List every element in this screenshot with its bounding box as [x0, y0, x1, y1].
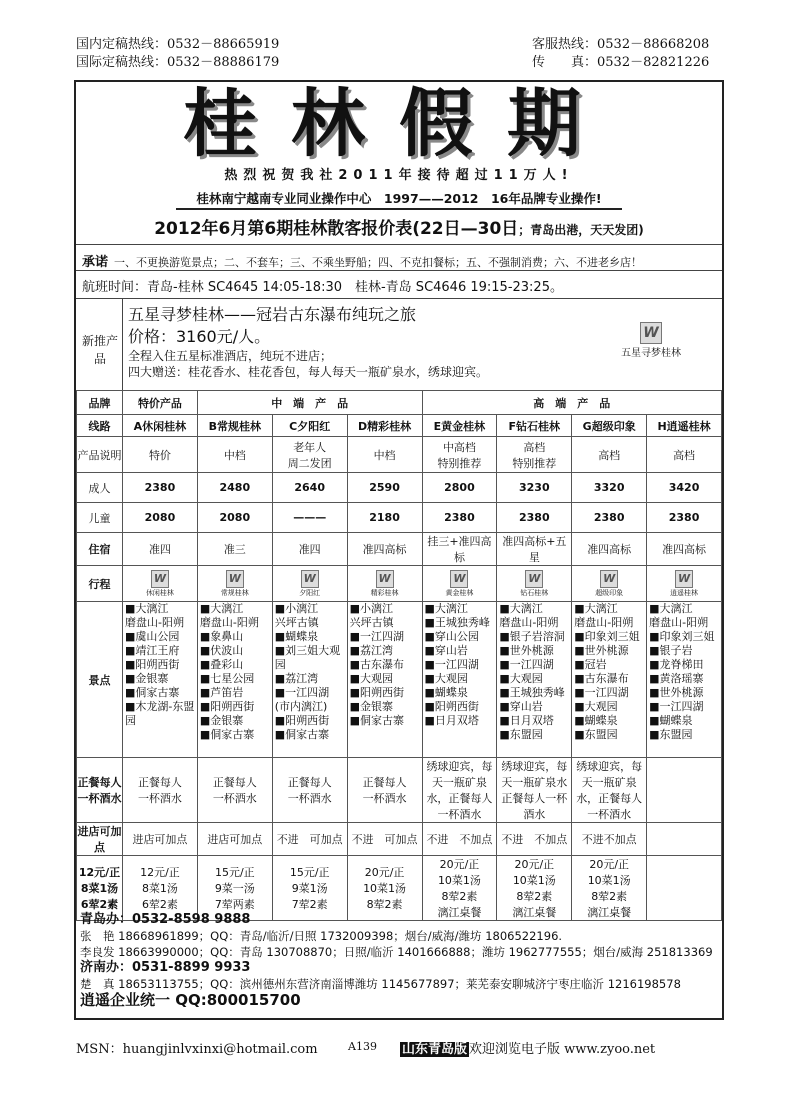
- itinerary-logo-caption: 精彩桂林: [370, 588, 399, 597]
- w-logo-icon: W: [301, 570, 319, 588]
- gift-1: 正餐每人 一杯酒水: [123, 758, 198, 823]
- welcome-text: 欢迎浏览电子版 www.zyoo.net: [469, 1042, 656, 1057]
- hotel-4: 准四高标: [347, 533, 422, 566]
- product-desc-4: 中档: [347, 437, 422, 473]
- gift-2: 正餐每人 一杯酒水: [197, 758, 272, 823]
- route-3: C夕阳红: [272, 415, 347, 437]
- adult-label: 成人: [77, 473, 123, 503]
- meal-8: [647, 856, 722, 921]
- spots-label: 景点: [77, 602, 123, 758]
- route-5: E黄金桂林: [422, 415, 497, 437]
- contact-zhang: 张 艳 18668961899；QQ：青岛/临沂/日照 1732009398；烟台/威海/潍坊 1806522196.: [80, 929, 563, 943]
- new-product-price: 价格：3160元/人。: [128, 327, 271, 346]
- new-product-desc: 全程入住五星标准酒店，纯玩不进店；: [128, 349, 333, 363]
- adult-price-4: 2590: [347, 473, 422, 503]
- hotel-label: 住宿: [77, 533, 123, 566]
- hotel-7: 准四高标: [572, 533, 647, 566]
- itinerary-logo-caption: 休闲桂林: [145, 588, 174, 597]
- divider: [76, 298, 722, 299]
- price-table: [76, 390, 722, 921]
- gift-7: 绣球迎宾，每天一瓶矿泉水，正餐每人一杯酒水: [572, 758, 647, 823]
- hotel-5: 挂三+准四高标: [422, 533, 497, 566]
- adult-price-5: 2800: [422, 473, 497, 503]
- product-desc-8: 高档: [647, 437, 722, 473]
- route-1: A休闲桂林: [123, 415, 198, 437]
- itinerary-logo-5: [422, 566, 497, 602]
- itinerary-label: 行程: [77, 566, 123, 602]
- contact-li: 李良发 18663990000；QQ：青岛 130708870；日照/临沂 1401666888；潍坊 1962777555；烟台/威海 251813369: [80, 945, 713, 959]
- child-price-5: 2380: [422, 503, 497, 533]
- product-desc-5: 中高档 特别推荐: [422, 437, 497, 473]
- divider: [76, 270, 722, 271]
- itinerary-logo-caption: 常规桂林: [220, 588, 249, 597]
- congrats-line: 热烈祝贺我社2011年接待超过11万人!: [224, 168, 574, 183]
- adult-price-7: 3320: [572, 473, 647, 503]
- itinerary-logo-caption: 钻石桂林: [520, 588, 549, 597]
- price-table-title: [76, 214, 722, 239]
- product-desc-1: 特价: [123, 437, 198, 473]
- price-title-main: 2012年6月第6期桂林散客报价表(22日—30日: [154, 219, 519, 239]
- new-product-logo: [616, 322, 686, 359]
- shopping-4: 不进 可加点: [347, 823, 422, 856]
- qingdao-office: 青岛办：0532-8598 9888: [80, 912, 251, 927]
- spots-5: ■大漓江 ■王城独秀峰 ■穿山公园 ■穿山岩 ■一江四湖 ■大观园 ■蝴蝶泉 ■阳朔西街 ■日月双塔: [422, 602, 497, 758]
- shopping-2: 进店可加点: [197, 823, 272, 856]
- itinerary-logo-2: [197, 566, 272, 602]
- child-price-7: 2380: [572, 503, 647, 533]
- route-6: F钻石桂林: [497, 415, 572, 437]
- product-desc-6: 高档 特别推荐: [497, 437, 572, 473]
- slogan-line: 桂林南宁越南专业同业操作中心 1997——2012 16年品牌专业操作!: [196, 191, 602, 206]
- gift-3: 正餐每人 一杯酒水: [272, 758, 347, 823]
- brand-special: 特价产品: [123, 391, 198, 415]
- itinerary-logo-caption: 夕阳红: [299, 588, 321, 597]
- adult-price-3: 2640: [272, 473, 347, 503]
- itinerary-logo-7: [572, 566, 647, 602]
- w-logo-icon: W: [151, 570, 169, 588]
- shopping-5: 不进 不加点: [422, 823, 497, 856]
- slogan-underline: [176, 208, 622, 210]
- child-price-4: 2180: [347, 503, 422, 533]
- hotel-1: 准四: [123, 533, 198, 566]
- product-desc-3: 老年人 周二发团: [272, 437, 347, 473]
- hotel-3: 准四: [272, 533, 347, 566]
- meal-2: 15元/正 9菜一汤 7荤两素: [197, 856, 272, 921]
- hotel-6: 准四高标+五星: [497, 533, 572, 566]
- page-number: A139: [348, 1040, 377, 1053]
- route-label: 线路: [77, 415, 123, 437]
- gift-6: 绣球迎宾，每天一瓶矿泉水正餐每人一杯酒水: [497, 758, 572, 823]
- shopping-7: 不进不加点: [572, 823, 647, 856]
- edition-badge: 山东青岛版: [402, 1042, 468, 1057]
- new-product-label: 新推产品: [81, 334, 118, 366]
- desc-label: 产品说明: [77, 437, 123, 473]
- spots-1: ■大漓江 磨盘山-阳朔 ■虞山公园 ■靖江王府 ■阳朔西街 ■金银寨 ■侗家古寨 ■木龙湖-东盟园: [123, 602, 198, 758]
- contacts: [80, 912, 713, 1008]
- spots-8: ■大漓江 磨盘山-阳朔 ■印象刘三姐 ■银子岩 ■龙脊梯田 ■黄洛瑶寨 ■世外桃源 ■一江四湖 ■蝴蝶泉 ■东盟园: [647, 602, 722, 758]
- divider: [76, 244, 722, 245]
- spots-4: ■小漓江 兴坪古镇 ■一江四湖 ■荔江湾 ■古东瀑布 ■大观园 ■阳朔西街 ■金银寨 ■侗家古寨: [347, 602, 422, 758]
- itinerary-logo-caption: 超级印象: [595, 588, 624, 597]
- contact-chu: 楚 真 18653113755；QQ：滨州德州东营济南淄博潍坊 1145677897；莱芜泰安聊城济宁枣庄临沂 1216198578: [80, 977, 681, 991]
- product-desc-2: 中档: [197, 437, 272, 473]
- meal-7: 20元/正 10菜1汤 8荤2素 漓江桌餐: [572, 856, 647, 921]
- meal-label: 12元/正 8菜1汤 6荤2素: [77, 856, 123, 921]
- meal-1: 12元/正 8菜1汤 6荤2素: [123, 856, 198, 921]
- meal-6: 20元/正 10菜1汤 8荤2素 漓江桌餐: [497, 856, 572, 921]
- adult-price-2: 2480: [197, 473, 272, 503]
- edition-footer: [400, 1038, 655, 1057]
- child-price-6: 2380: [497, 503, 572, 533]
- service-hotline: 客服热线：0532－88668208: [532, 37, 710, 52]
- child-price-3: ———: [272, 503, 347, 533]
- promise-label: 承诺: [82, 255, 109, 270]
- spots-6: ■大漓江 磨盘山-阳朔 ■银子岩溶洞 ■世外桃源 ■一江四湖 ■大观园 ■王城独秀峰 ■穿山岩 ■日月双塔 ■东盟园: [497, 602, 572, 758]
- meal-3: 15元/正 9菜1汤 7荤2素: [272, 856, 347, 921]
- route-2: B常规桂林: [197, 415, 272, 437]
- meal-4: 20元/正 10菜1汤 8荤2素: [347, 856, 422, 921]
- international-hotline: 国际定稿热线：0532－88886179: [76, 55, 280, 70]
- shopping-3: 不进 可加点: [272, 823, 347, 856]
- new-product-name: 五星寻梦桂林——冠岩古东瀑布纯玩之旅: [128, 305, 417, 324]
- w-logo-icon: W: [376, 570, 394, 588]
- promise-row: [82, 251, 642, 270]
- brand-mid: 中 端 产 品: [197, 391, 422, 415]
- jinan-office: 济南办：0531-8899 9933: [80, 960, 251, 975]
- fax-number: 传 真：0532－82821226: [532, 55, 710, 70]
- shopping-6: 不进 不加点: [497, 823, 572, 856]
- domestic-hotline: 国内定稿热线：0532－88665919: [76, 37, 280, 52]
- itinerary-logo-caption: 黄金桂林: [445, 588, 474, 597]
- gift-8: [647, 758, 722, 823]
- gift-4: 正餐每人 一杯酒水: [347, 758, 422, 823]
- new-product-gift: 四大赠送：桂花香水、桂花香包，每人每天一瓶矿泉水，绣球迎宾。: [128, 365, 489, 379]
- promise-text: 一、不更换游览景点；二、不套车；三、不乘坐野船；四、不克扣餐标；五、不强制消费；六、不进老乡店！: [114, 256, 643, 269]
- hotel-2: 准三: [197, 533, 272, 566]
- shop-label: 进店可加点: [77, 823, 123, 856]
- brand-label: 品牌: [77, 391, 123, 415]
- itinerary-logo-caption: 逍遥桂林: [670, 588, 699, 597]
- itinerary-logo-6: [497, 566, 572, 602]
- w-logo-icon: W: [675, 570, 693, 588]
- adult-price-1: 2380: [123, 473, 198, 503]
- main-title: 桂林假期: [183, 81, 615, 167]
- w-logo-icon: W: [450, 570, 468, 588]
- product-desc-7: 高档: [572, 437, 647, 473]
- spots-2: ■大漓江 磨盘山-阳朔 ■象鼻山 ■伏波山 ■叠彩山 ■七星公园 ■芦笛岩 ■阳朔西街 ■金银寨 ■侗家古寨: [197, 602, 272, 758]
- child-label: 儿童: [77, 503, 123, 533]
- msn-contact: MSN：huangjinlvxinxi@hotmail.com: [76, 1042, 318, 1057]
- shopping-8: [647, 823, 722, 856]
- itinerary-logo-8: [647, 566, 722, 602]
- xiaoyao-qq: 逍遥企业统一 QQ:800015700: [80, 991, 301, 1009]
- flight-info: 航班时间：青岛-桂林 SC4645 14:05-18:30 桂林-青岛 SC4646 19:15-23:25。: [82, 280, 563, 295]
- new-product: [128, 304, 648, 380]
- spots-3: ■小漓江 兴坪古镇 ■蝴蝶泉 ■刘三姐大观园 ■荔江湾 ■一江四湖 (市内漓江) ■阳朔西街 ■侗家古寨: [272, 602, 347, 758]
- brand-high: 高 端 产 品: [422, 391, 722, 415]
- child-price-2: 2080: [197, 503, 272, 533]
- price-title-tail: ；青岛出港，天天发团): [518, 223, 644, 237]
- w-logo-icon: W: [226, 570, 244, 588]
- child-price-8: 2380: [647, 503, 722, 533]
- route-4: D精彩桂林: [347, 415, 422, 437]
- hotel-8: 准四高标: [647, 533, 722, 566]
- itinerary-logo-3: [272, 566, 347, 602]
- route-8: H逍遥桂林: [647, 415, 722, 437]
- gift-5: 绣球迎宾，每天一瓶矿泉水，正餐每人一杯酒水: [422, 758, 497, 823]
- logo-caption: 五星寻梦桂林: [621, 348, 681, 359]
- w-logo-icon: W: [640, 322, 662, 344]
- spots-7: ■大漓江 磨盘山-阳朔 ■印象刘三姐 ■世外桃源 ■冠岩 ■古东瀑布 ■一江四湖 ■大观园 ■蝴蝶泉 ■东盟园: [572, 602, 647, 758]
- child-price-1: 2080: [123, 503, 198, 533]
- adult-price-6: 3230: [497, 473, 572, 503]
- shopping-1: 进店可加点: [123, 823, 198, 856]
- meal-5: 20元/正 10菜1汤 8荤2素 漓江桌餐: [422, 856, 497, 921]
- route-7: G超级印象: [572, 415, 647, 437]
- flyer-frame: [74, 80, 724, 1020]
- divider: [122, 298, 123, 390]
- itinerary-logo-4: [347, 566, 422, 602]
- gift-label: 正餐每人 一杯酒水: [77, 758, 123, 823]
- w-logo-icon: W: [525, 570, 543, 588]
- itinerary-logo-1: [123, 566, 198, 602]
- adult-price-8: 3420: [647, 473, 722, 503]
- w-logo-icon: W: [600, 570, 618, 588]
